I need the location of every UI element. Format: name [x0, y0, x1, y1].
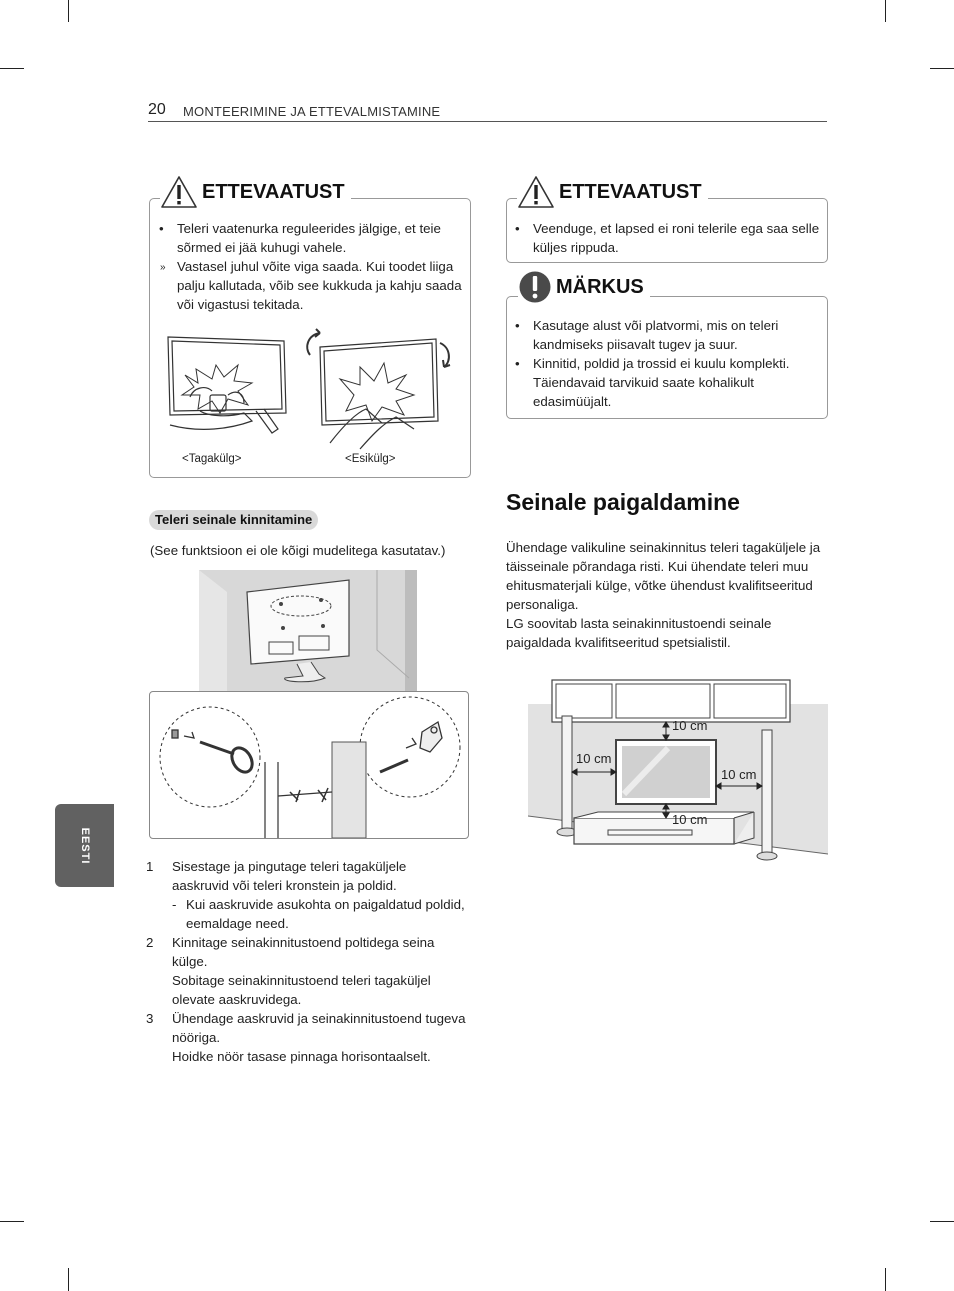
crop-mark	[0, 68, 24, 69]
tv-back-illustration	[168, 337, 286, 433]
wall-shelf	[552, 680, 790, 722]
clearance-diagram	[528, 676, 828, 866]
caution-heading-right	[517, 175, 708, 209]
bracket-icon	[380, 722, 442, 772]
eye-bolt-detail-illustration	[150, 692, 468, 838]
step-item: 1 Sisestage ja pingutage teleri tagaküljele aaskruvid või teleri kronstein ja poldid. - Kui aaskruvide asukohta on paigaldatud poldid, eemaldage need.	[146, 859, 465, 931]
clearance-left-label: 10 cm	[576, 751, 612, 766]
note-list	[511, 316, 821, 411]
section-title: MONTEERIMINE JA ETTEVALMISTAMINE	[183, 104, 441, 119]
caption-front: <Esikülg>	[345, 453, 396, 465]
tv-front-panel	[616, 740, 716, 804]
list-item: • Teleri vaatenurka reguleerides jälgige, et teie sõrmed ei jää kuhugi vahele.	[159, 221, 441, 255]
crop-mark	[68, 0, 69, 22]
language-tab	[55, 804, 114, 887]
clearance-top-label: 10 cm	[672, 718, 708, 733]
caution-list-right	[511, 219, 821, 257]
caution-title-left: ETTEVAATUST	[202, 180, 345, 203]
caution-heading-left	[160, 175, 351, 209]
crop-mark	[930, 68, 954, 69]
step-subitem: - Kui aaskruvide asukohta on paigaldatud poldid, eemaldage need.	[172, 897, 465, 931]
header-divider	[148, 121, 827, 122]
exclamation-icon	[518, 270, 552, 304]
list-item: • Veenduge, et lapsed ei roni telerile ega saa selle küljes rippuda.	[515, 221, 820, 255]
note-title: MÄRKUS	[556, 275, 644, 298]
note-heading	[518, 270, 650, 304]
caution-list-left	[155, 219, 467, 314]
tv-back-wall-illustration	[199, 570, 417, 692]
crop-mark	[68, 1268, 69, 1291]
step-item: 2 Kinnitage seinakinnitustoend poltidega seina külge. Sobitage seinakinnitustoend teleri tagaküljel olevate aaskruvidega.	[146, 935, 435, 1007]
wall-mount-paragraph: Ühendage valikuline seinakinnitus teleri tagaküljele ja täisseinale põrandaga risti. Kui ühendate teleri muu ehitusmaterjali külge, võtke ühendust kvalifitseeritud personaliga. LG soovitab lasta seinakinnitustoendi seinale paigaldada kvalifitseeritud spetsialistil.	[506, 540, 821, 650]
crop-mark	[930, 1221, 954, 1222]
crop-mark	[0, 1221, 24, 1222]
crop-mark	[885, 0, 886, 22]
tv-front-illustration	[307, 329, 450, 449]
page-number: 20	[148, 101, 166, 118]
installation-steps	[146, 857, 466, 1066]
warning-triangle-icon	[160, 175, 198, 209]
step-item: 3 Ühendage aaskruvid ja seinakinnitustoend tugeva nööriga. Hoidke nöör tasase pinnaga horisontaalselt.	[146, 1011, 466, 1064]
language-tab-label: EESTI	[79, 827, 91, 865]
clearance-right-label: 10 cm	[721, 767, 757, 782]
eye-bolt-icon	[172, 730, 256, 776]
list-item: • Kasutage alust või platvormi, mis on teleri kandmiseks piisavalt tugev ja suur.	[515, 318, 779, 352]
caption-back: <Tagakülg>	[182, 453, 242, 465]
section-heading: Seinale paigaldamine	[506, 489, 740, 515]
list-item: » Vastasel juhul võite viga saada. Kui toodet liiga palju kallutada, võib see kukkuda ja kahju saada või vigastusi tekitada.	[160, 259, 462, 312]
subsection-pill: Teleri seinale kinnitamine	[149, 510, 318, 530]
list-item: • Kinnitid, poldid ja trossid ei kuulu komplekti. Täiendavaid tarvikuid saate kohalikult edasimüüjalt.	[515, 356, 790, 409]
tilt-illustration	[160, 325, 460, 455]
clearance-bottom-label: 10 cm	[672, 812, 708, 827]
media-stand	[574, 812, 754, 844]
availability-note: (See funktsioon ei ole kõigi mudelitega kasutatav.)	[150, 543, 446, 558]
crop-mark	[885, 1268, 886, 1291]
caution-title-right: ETTEVAATUST	[559, 180, 702, 203]
warning-triangle-icon	[517, 175, 555, 209]
